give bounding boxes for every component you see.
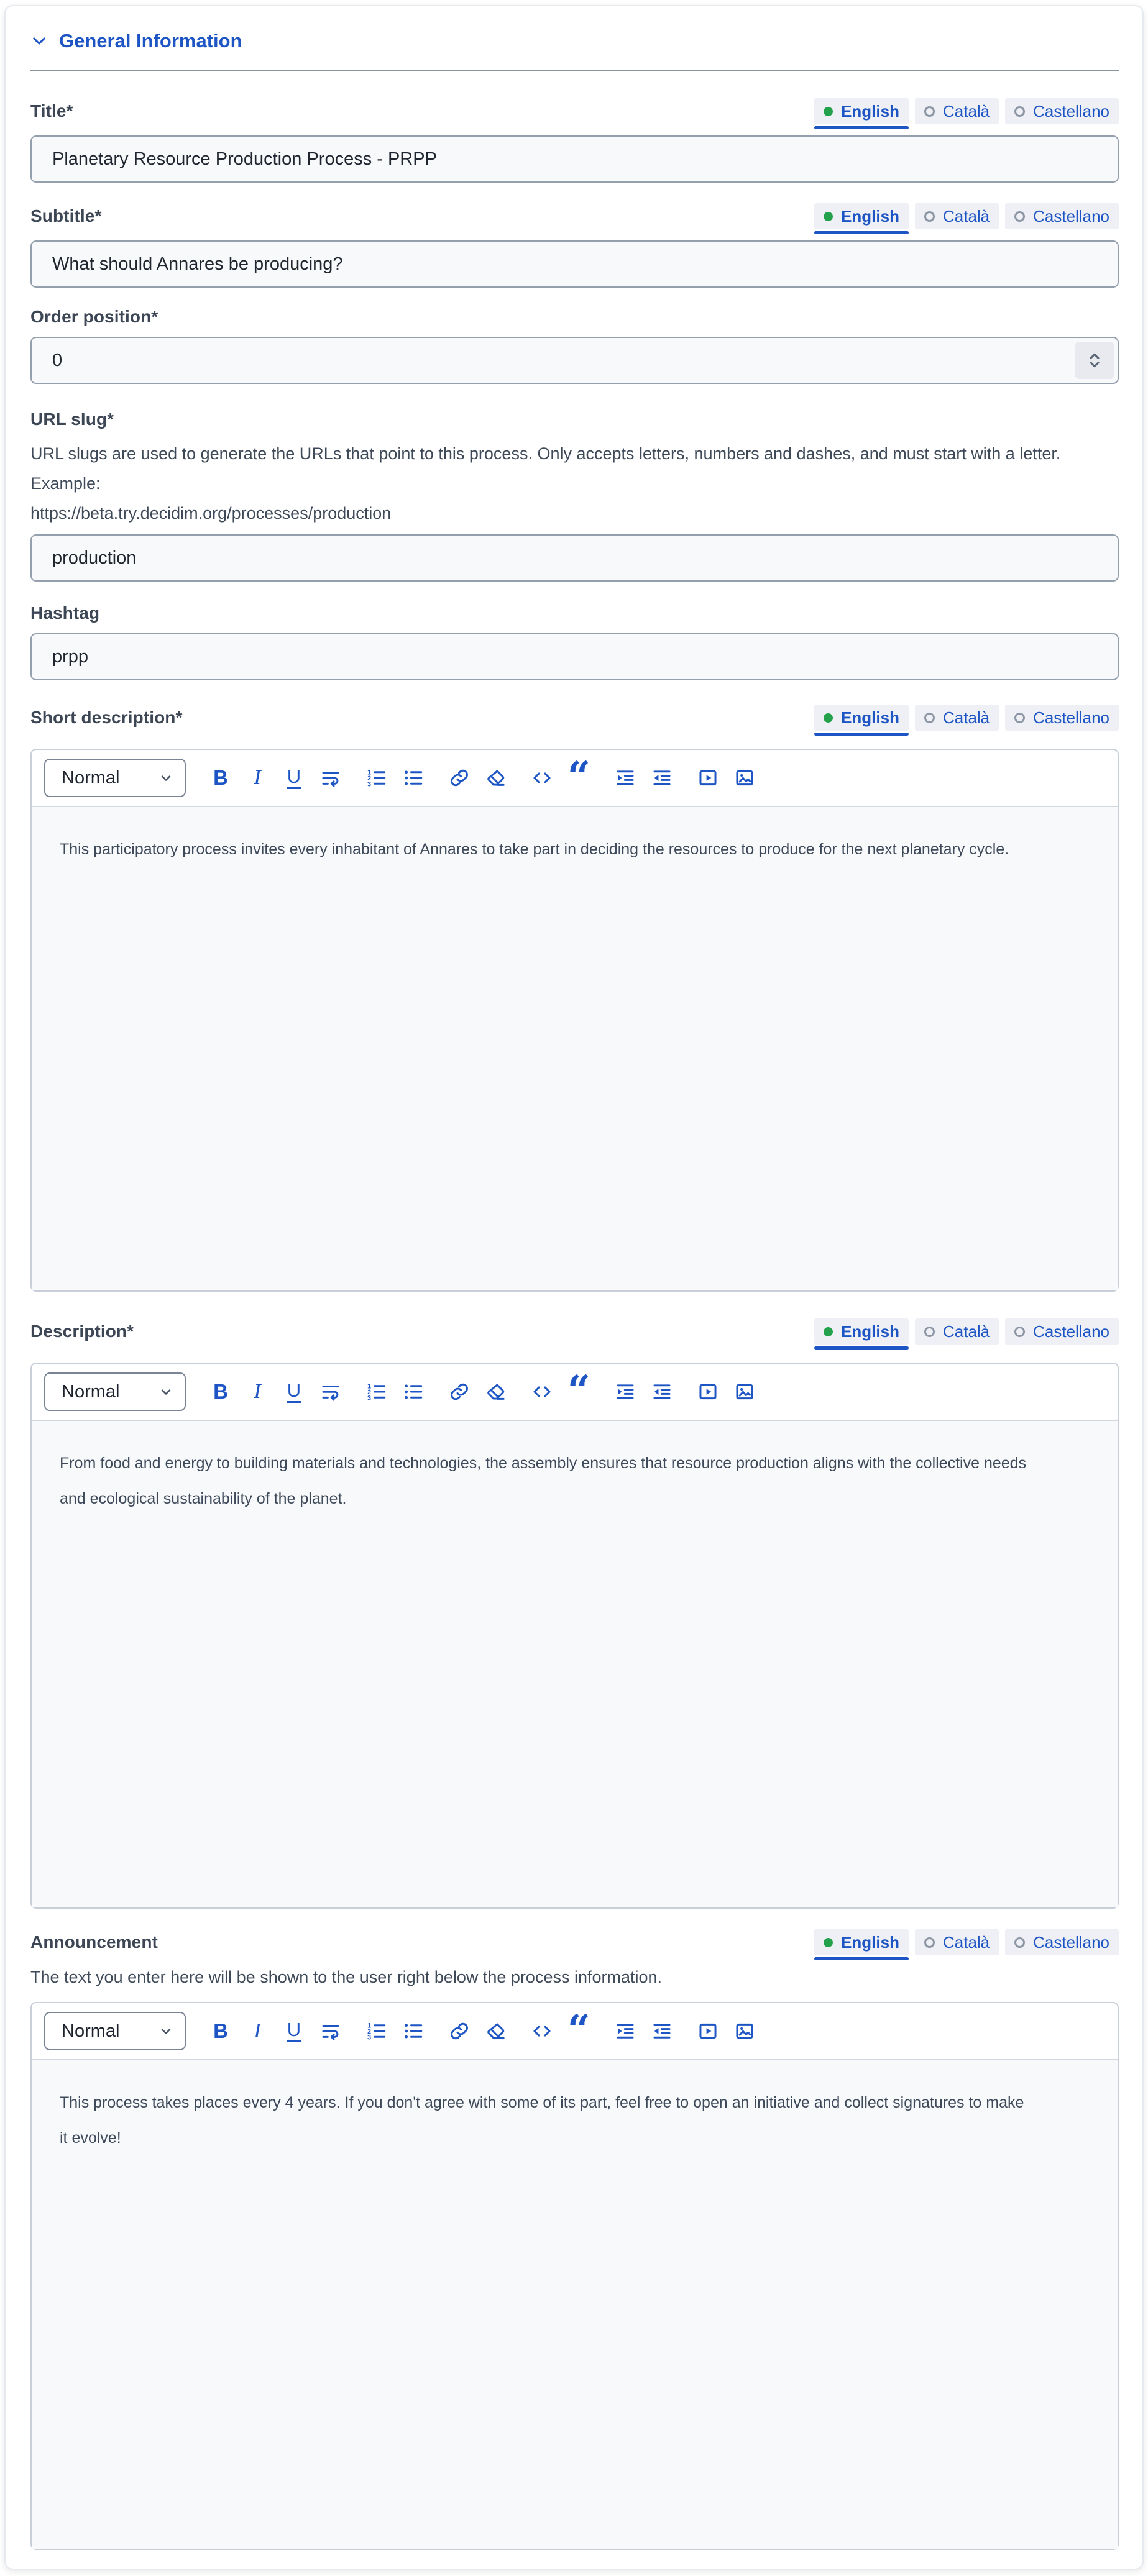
editor-toolbar xyxy=(32,1364,1118,1420)
line-break-button[interactable] xyxy=(319,1378,342,1405)
rich-text-content[interactable]: This participatory process invites every inhabitant of Annares to take part in deciding the resources to produce for the next planetary cycle. xyxy=(32,806,1118,1290)
indent-decrease-icon xyxy=(651,1381,673,1402)
announcement-label: Announcement xyxy=(30,1932,158,1952)
line-break-button[interactable] xyxy=(319,764,342,792)
blockquote-button[interactable] xyxy=(567,1367,590,1414)
title-label: Title* xyxy=(30,101,73,121)
divider xyxy=(30,70,1119,71)
chevron-down-icon xyxy=(158,770,173,785)
lang-tab-english[interactable]: English xyxy=(814,705,909,731)
untranslated-circle-icon xyxy=(1014,1327,1025,1337)
insert-image-button[interactable] xyxy=(733,1378,756,1405)
indent-decrease-icon xyxy=(651,2021,673,2042)
link-icon xyxy=(449,1381,470,1402)
stepper-chevrons-icon xyxy=(1085,350,1104,371)
embed-video-button[interactable] xyxy=(697,1378,719,1405)
rich-text-editor-short-description xyxy=(30,749,1119,1292)
field-description xyxy=(30,1317,1119,1909)
video-icon xyxy=(697,767,719,788)
lang-tab-catala[interactable]: Català xyxy=(915,1929,999,1955)
field-hashtag xyxy=(30,603,1119,680)
link-button[interactable] xyxy=(448,2017,471,2045)
code-button[interactable] xyxy=(531,764,553,792)
image-icon xyxy=(734,767,755,788)
accordion-header-general-information[interactable] xyxy=(30,25,1119,52)
video-icon xyxy=(697,1381,719,1402)
link-button[interactable] xyxy=(448,764,471,792)
svg-text:1: 1 xyxy=(367,1382,372,1391)
field-announcement xyxy=(30,1927,1119,2550)
language-selector xyxy=(814,705,1119,731)
ordered-list-button[interactable] xyxy=(365,764,388,792)
indent-decrease-button[interactable] xyxy=(651,764,673,792)
svg-text:2: 2 xyxy=(367,774,372,782)
untranslated-circle-icon xyxy=(924,713,935,723)
svg-text:2: 2 xyxy=(367,2027,372,2035)
language-selector xyxy=(814,1318,1119,1345)
clear-format-button[interactable] xyxy=(485,2017,507,2045)
clear-format-button[interactable] xyxy=(485,764,507,792)
double-quotes-icon: “ xyxy=(567,1367,590,1414)
untranslated-circle-icon xyxy=(1014,713,1025,723)
embed-video-button[interactable] xyxy=(697,2017,719,2045)
link-icon xyxy=(449,767,470,788)
bold-button[interactable]: B xyxy=(213,766,228,789)
url-slug-help: URL slugs are used to generate the URLs that point to this process. Only accepts letters, numbers and dashes, and must start with a letter. Example: https://beta.try.decidim.org/processes/production xyxy=(30,444,1061,523)
unordered-list-icon xyxy=(403,1381,424,1402)
unordered-list-button[interactable] xyxy=(402,1378,425,1405)
ordered-list-icon xyxy=(366,1381,387,1402)
italic-button[interactable]: I xyxy=(254,2019,261,2042)
indent-decrease-icon xyxy=(651,767,673,788)
svg-text:3: 3 xyxy=(367,1394,372,1402)
paragraph-style-select[interactable]: Normal xyxy=(44,759,186,797)
field-order-position xyxy=(30,306,1119,384)
untranslated-circle-icon xyxy=(924,211,935,222)
link-button[interactable] xyxy=(448,1378,471,1405)
indent-increase-icon xyxy=(615,1381,636,1402)
editor-toolbar xyxy=(32,2003,1118,2059)
ordered-list-icon xyxy=(366,767,387,788)
ordered-list-button[interactable] xyxy=(365,2017,388,2045)
announcement-help: The text you enter here will be shown to the user right below the process information. xyxy=(30,1968,663,1986)
insert-image-button[interactable] xyxy=(733,2017,756,2045)
line-break-icon xyxy=(320,767,341,788)
rich-text-editor-announcement xyxy=(30,2002,1119,2550)
chevron-down-icon xyxy=(30,32,48,50)
untranslated-circle-icon xyxy=(924,1327,935,1337)
lang-tab-english[interactable]: English xyxy=(814,203,909,229)
translated-dot-icon xyxy=(824,1327,833,1336)
description-label: Description* xyxy=(30,1322,134,1341)
indent-increase-button[interactable] xyxy=(614,764,636,792)
svg-text:3: 3 xyxy=(367,780,372,788)
untranslated-circle-icon xyxy=(1014,1937,1025,1948)
double-quotes-icon: “ xyxy=(567,2006,590,2053)
untranslated-circle-icon xyxy=(924,1937,935,1948)
unordered-list-button[interactable] xyxy=(402,764,425,792)
lang-tab-catala[interactable]: Català xyxy=(915,98,999,124)
untranslated-circle-icon xyxy=(924,106,935,117)
chevron-down-icon xyxy=(158,1384,173,1399)
code-button[interactable] xyxy=(531,1378,553,1405)
link-icon xyxy=(449,2021,470,2042)
lang-tab-castellano[interactable]: Castellano xyxy=(1005,1929,1119,1955)
code-icon xyxy=(531,1381,553,1402)
indent-decrease-button[interactable] xyxy=(651,1378,673,1405)
rich-text-editor-description xyxy=(30,1363,1119,1909)
svg-text:1: 1 xyxy=(367,769,372,777)
editor-toolbar xyxy=(32,750,1118,806)
eraser-icon xyxy=(485,1381,507,1402)
lang-tab-english[interactable]: English xyxy=(814,98,909,124)
translated-dot-icon xyxy=(824,1938,833,1947)
hashtag-input[interactable] xyxy=(30,633,1119,680)
code-button[interactable] xyxy=(531,2017,553,2045)
rich-text-content[interactable]: From food and energy to building materials and technologies, the assembly ensures that resource production aligns with the collective needs and ecological sustainability of the planet. xyxy=(32,1420,1118,1907)
indent-increase-icon xyxy=(615,2021,636,2042)
lang-tab-english[interactable]: English xyxy=(814,1318,909,1345)
line-break-icon xyxy=(320,2021,341,2042)
indent-increase-button[interactable] xyxy=(614,2017,636,2045)
order-position-input[interactable] xyxy=(30,337,1119,384)
indent-increase-button[interactable] xyxy=(614,1378,636,1405)
short-description-label: Short description* xyxy=(30,708,183,727)
lang-tab-castellano[interactable]: Castellano xyxy=(1005,203,1119,229)
order-position-label: Order position* xyxy=(30,307,158,326)
image-icon xyxy=(734,1381,755,1402)
lang-tab-catala[interactable]: Català xyxy=(915,705,999,731)
language-selector xyxy=(814,1929,1119,1955)
field-title xyxy=(30,96,1119,183)
rich-text-content[interactable]: This process takes places every 4 years. If you don't agree with some of its part, feel free to open an initiative and collect signatures to make it evolve! xyxy=(32,2059,1118,2549)
paragraph-style-select[interactable]: Normal xyxy=(44,1372,186,1411)
clear-format-button[interactable] xyxy=(485,1378,507,1405)
untranslated-circle-icon xyxy=(1014,211,1025,222)
subtitle-label: Subtitle* xyxy=(30,206,102,226)
title-input[interactable] xyxy=(30,135,1119,183)
line-break-icon xyxy=(320,1381,341,1402)
subtitle-input[interactable] xyxy=(30,240,1119,288)
paragraph-style-select[interactable]: Normal xyxy=(44,2012,186,2050)
code-icon xyxy=(531,767,553,788)
underline-button[interactable]: U xyxy=(283,2017,305,2045)
line-break-button[interactable] xyxy=(319,2017,342,2045)
bold-button[interactable]: B xyxy=(213,1380,228,1403)
unordered-list-icon xyxy=(403,767,424,788)
blockquote-button[interactable] xyxy=(567,2006,590,2053)
insert-image-button[interactable] xyxy=(733,764,756,792)
underline-button[interactable]: U xyxy=(283,1378,305,1405)
indent-decrease-button[interactable] xyxy=(651,2017,673,2045)
unordered-list-button[interactable] xyxy=(402,2017,425,2045)
lang-tab-english[interactable]: English xyxy=(814,1929,909,1955)
hashtag-label: Hashtag xyxy=(30,603,100,623)
translated-dot-icon xyxy=(824,107,833,116)
italic-button[interactable]: I xyxy=(254,766,261,789)
blockquote-button[interactable] xyxy=(567,753,590,800)
number-stepper[interactable] xyxy=(1075,342,1114,379)
general-information-card xyxy=(4,5,1144,2570)
svg-text:3: 3 xyxy=(367,2034,372,2042)
eraser-icon xyxy=(485,2021,507,2042)
lang-tab-castellano[interactable]: Castellano xyxy=(1005,1318,1119,1345)
double-quotes-icon: “ xyxy=(567,753,590,800)
url-slug-input[interactable] xyxy=(30,534,1119,582)
video-icon xyxy=(697,2021,719,2042)
chevron-down-icon xyxy=(158,2024,173,2039)
lang-tab-castellano[interactable]: Castellano xyxy=(1005,98,1119,124)
translated-dot-icon xyxy=(824,212,833,221)
bold-button[interactable]: B xyxy=(213,2019,228,2042)
language-selector xyxy=(814,98,1119,124)
url-slug-label: URL slug* xyxy=(30,409,114,429)
ordered-list-icon xyxy=(366,2021,387,2042)
field-subtitle xyxy=(30,201,1119,288)
italic-button[interactable]: I xyxy=(254,1380,261,1403)
lang-tab-catala[interactable]: Català xyxy=(915,203,999,229)
ordered-list-button[interactable] xyxy=(365,1378,388,1405)
eraser-icon xyxy=(485,767,507,788)
lang-tab-catala[interactable]: Català xyxy=(915,1318,999,1345)
language-selector xyxy=(814,203,1119,229)
section-title: General Information xyxy=(59,30,242,52)
translated-dot-icon xyxy=(824,713,833,723)
svg-text:1: 1 xyxy=(367,2022,372,2030)
embed-video-button[interactable] xyxy=(697,764,719,792)
image-icon xyxy=(734,2021,755,2042)
unordered-list-icon xyxy=(403,2021,424,2042)
field-short-description xyxy=(30,703,1119,1292)
field-url-slug xyxy=(30,409,1119,582)
indent-increase-icon xyxy=(615,767,636,788)
lang-tab-castellano[interactable]: Castellano xyxy=(1005,705,1119,731)
code-icon xyxy=(531,2021,553,2042)
svg-text:2: 2 xyxy=(367,1388,372,1396)
underline-button[interactable]: U xyxy=(283,764,305,792)
untranslated-circle-icon xyxy=(1014,106,1025,117)
